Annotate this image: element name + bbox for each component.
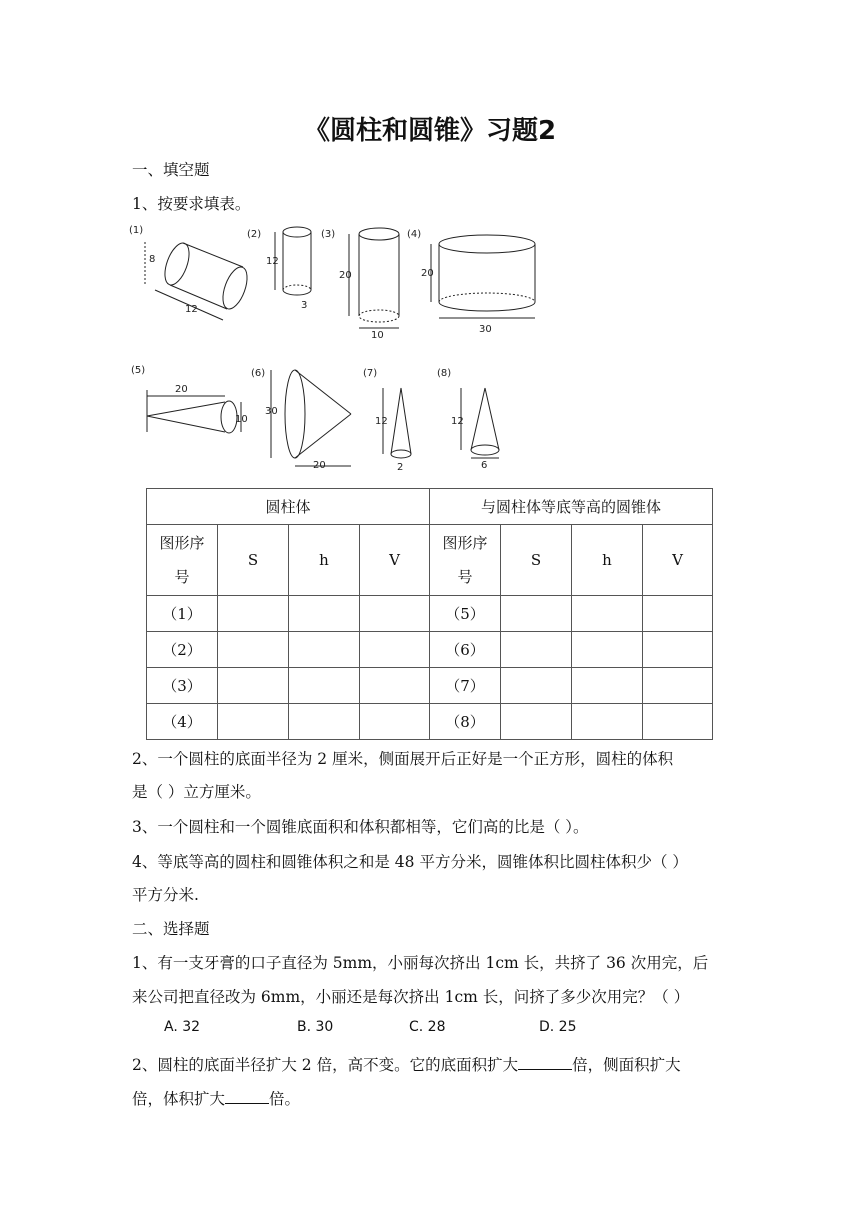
answer-cell[interactable] <box>289 632 360 668</box>
table-header-figure-id: 图形序 号 <box>430 525 501 596</box>
answer-cell[interactable] <box>360 632 430 668</box>
figure-4-dim-diameter: 30 <box>479 324 492 335</box>
answer-cell[interactable] <box>643 668 713 704</box>
row-label: （5） <box>430 596 501 632</box>
table-row <box>147 704 713 740</box>
answer-cell[interactable] <box>360 596 430 632</box>
choice-option-b[interactable]: B. 30 <box>297 1019 334 1035</box>
answer-cell[interactable] <box>501 704 572 740</box>
question-2-line-2: 是（ ）立方厘米。 <box>132 783 261 801</box>
answer-cell[interactable] <box>572 632 643 668</box>
figure-1-dim-height: 8 <box>149 254 156 265</box>
table-header-figure-id: 图形序 号 <box>147 525 218 596</box>
figure-2-cylinder <box>275 227 311 295</box>
figure-1-dim-length: 12 <box>185 304 198 315</box>
answer-cell[interactable] <box>289 704 360 740</box>
page-title: 《圆柱和圆锥》习题2 <box>303 116 557 146</box>
row-label: （2） <box>147 632 218 668</box>
figure-5-cone <box>147 390 241 433</box>
answer-blank[interactable] <box>225 1089 269 1104</box>
answer-cell[interactable] <box>572 704 643 740</box>
figure-7-dim-height: 12 <box>375 416 388 427</box>
figures-row-2 <box>125 362 545 474</box>
answer-blank[interactable] <box>518 1055 572 1070</box>
table-header-s: S <box>218 525 289 596</box>
choice-options <box>164 1019 764 1035</box>
answer-cell[interactable] <box>289 596 360 632</box>
figure-3-cylinder <box>349 228 399 328</box>
row-label: （6） <box>430 632 501 668</box>
choice-question-1-line-1: 1、有一支牙膏的口子直径为 5mm，小丽每次挤出 1cm 长，共挤了 36 次用完，后 <box>132 954 709 972</box>
answer-cell[interactable] <box>360 704 430 740</box>
figures-row-1 <box>125 222 545 342</box>
answer-cell[interactable] <box>218 632 289 668</box>
table-group-cone: 与圆柱体等底等高的圆锥体 <box>430 489 713 525</box>
row-label: （7） <box>430 668 501 704</box>
table-group-cylinder: 圆柱体 <box>147 489 430 525</box>
figure-1-cylinder <box>145 240 252 320</box>
answer-cell[interactable] <box>643 704 713 740</box>
answer-cell[interactable] <box>501 632 572 668</box>
answer-cell[interactable] <box>643 596 713 632</box>
question-4-line-1: 4、等底等高的圆柱和圆锥体积之和是 48 平方分米，圆锥体积比圆柱体积少（ ） <box>132 853 688 871</box>
figure-6-dim-diameter: 30 <box>265 406 278 417</box>
table-header-h: h <box>572 525 643 596</box>
answer-cell[interactable] <box>501 668 572 704</box>
table-header-v: V <box>643 525 713 596</box>
choice-question-2-line-2: 倍，体积扩大 倍。 <box>132 1090 301 1108</box>
row-label: （3） <box>147 668 218 704</box>
answer-cell[interactable] <box>218 704 289 740</box>
table-header-s: S <box>501 525 572 596</box>
figure-8-cone <box>461 388 499 458</box>
figure-4-dim-height: 20 <box>421 268 434 279</box>
figure-5-dim-diameter: 10 <box>235 414 248 425</box>
figure-5-label: (5) <box>131 365 146 376</box>
section-heading-fill-in: 一、填空题 <box>132 161 210 179</box>
figure-2-label: (2) <box>247 229 262 240</box>
answer-cell[interactable] <box>572 668 643 704</box>
answer-cell[interactable] <box>218 668 289 704</box>
figure-4-cylinder <box>431 235 535 318</box>
figure-4-label: (4) <box>407 229 422 240</box>
figure-2-dim-height: 12 <box>266 256 279 267</box>
section-heading-choice: 二、选择题 <box>132 920 210 938</box>
question-2-line-1: 2、一个圆柱的底面半径为 2 厘米，侧面展开后正好是一个正方形，圆柱的体积 <box>132 750 674 768</box>
figure-8-label: (8) <box>437 368 452 379</box>
table-row <box>147 596 713 632</box>
table-header-h: h <box>289 525 360 596</box>
figure-6-cone <box>271 370 351 466</box>
figure-6-dim-length: 20 <box>313 460 326 471</box>
figure-3-dim-height: 20 <box>339 270 352 281</box>
question-1-text: 1、按要求填表。 <box>132 195 251 213</box>
figure-8-dim-height: 12 <box>451 416 464 427</box>
answer-cell[interactable] <box>218 596 289 632</box>
choice-question-2-line-1: 2、圆柱的底面半径扩大 2 倍，高不变。它的底面积扩大 倍，侧面积扩大 <box>132 1056 681 1074</box>
table-row <box>147 632 713 668</box>
figure-7-label: (7) <box>363 368 378 379</box>
answer-cell[interactable] <box>643 632 713 668</box>
figure-1-label: (1) <box>129 225 144 236</box>
figure-2-dim-radius: 3 <box>301 300 308 311</box>
answer-cell[interactable] <box>501 596 572 632</box>
row-label: （4） <box>147 704 218 740</box>
row-label: （1） <box>147 596 218 632</box>
answer-cell[interactable] <box>289 668 360 704</box>
figure-3-label: (3) <box>321 229 336 240</box>
row-label: （8） <box>430 704 501 740</box>
question-3-text: 3、一个圆柱和一个圆锥底面积和体积都相等，它们高的比是（ ）。 <box>132 818 589 836</box>
table-header-v: V <box>360 525 430 596</box>
figure-5-dim-length: 20 <box>175 384 188 395</box>
choice-option-a[interactable]: A. 32 <box>164 1019 201 1035</box>
figure-3-dim-diameter: 10 <box>371 330 384 341</box>
figure-8-dim-diameter: 6 <box>481 460 488 471</box>
choice-question-1-line-2: 来公司把直径改为 6mm，小丽还是每次挤出 1cm 长，问挤了多少次用完？（ ） <box>132 988 690 1006</box>
fill-in-table <box>146 488 713 740</box>
question-4-line-2: 平方分米. <box>132 886 199 904</box>
figure-7-dim-diameter: 2 <box>397 462 404 473</box>
choice-option-c[interactable]: C. 28 <box>409 1019 446 1035</box>
answer-cell[interactable] <box>572 596 643 632</box>
answer-cell[interactable] <box>360 668 430 704</box>
figure-6-label: (6) <box>251 368 266 379</box>
choice-option-d[interactable]: D. 25 <box>539 1019 577 1035</box>
table-row <box>147 668 713 704</box>
